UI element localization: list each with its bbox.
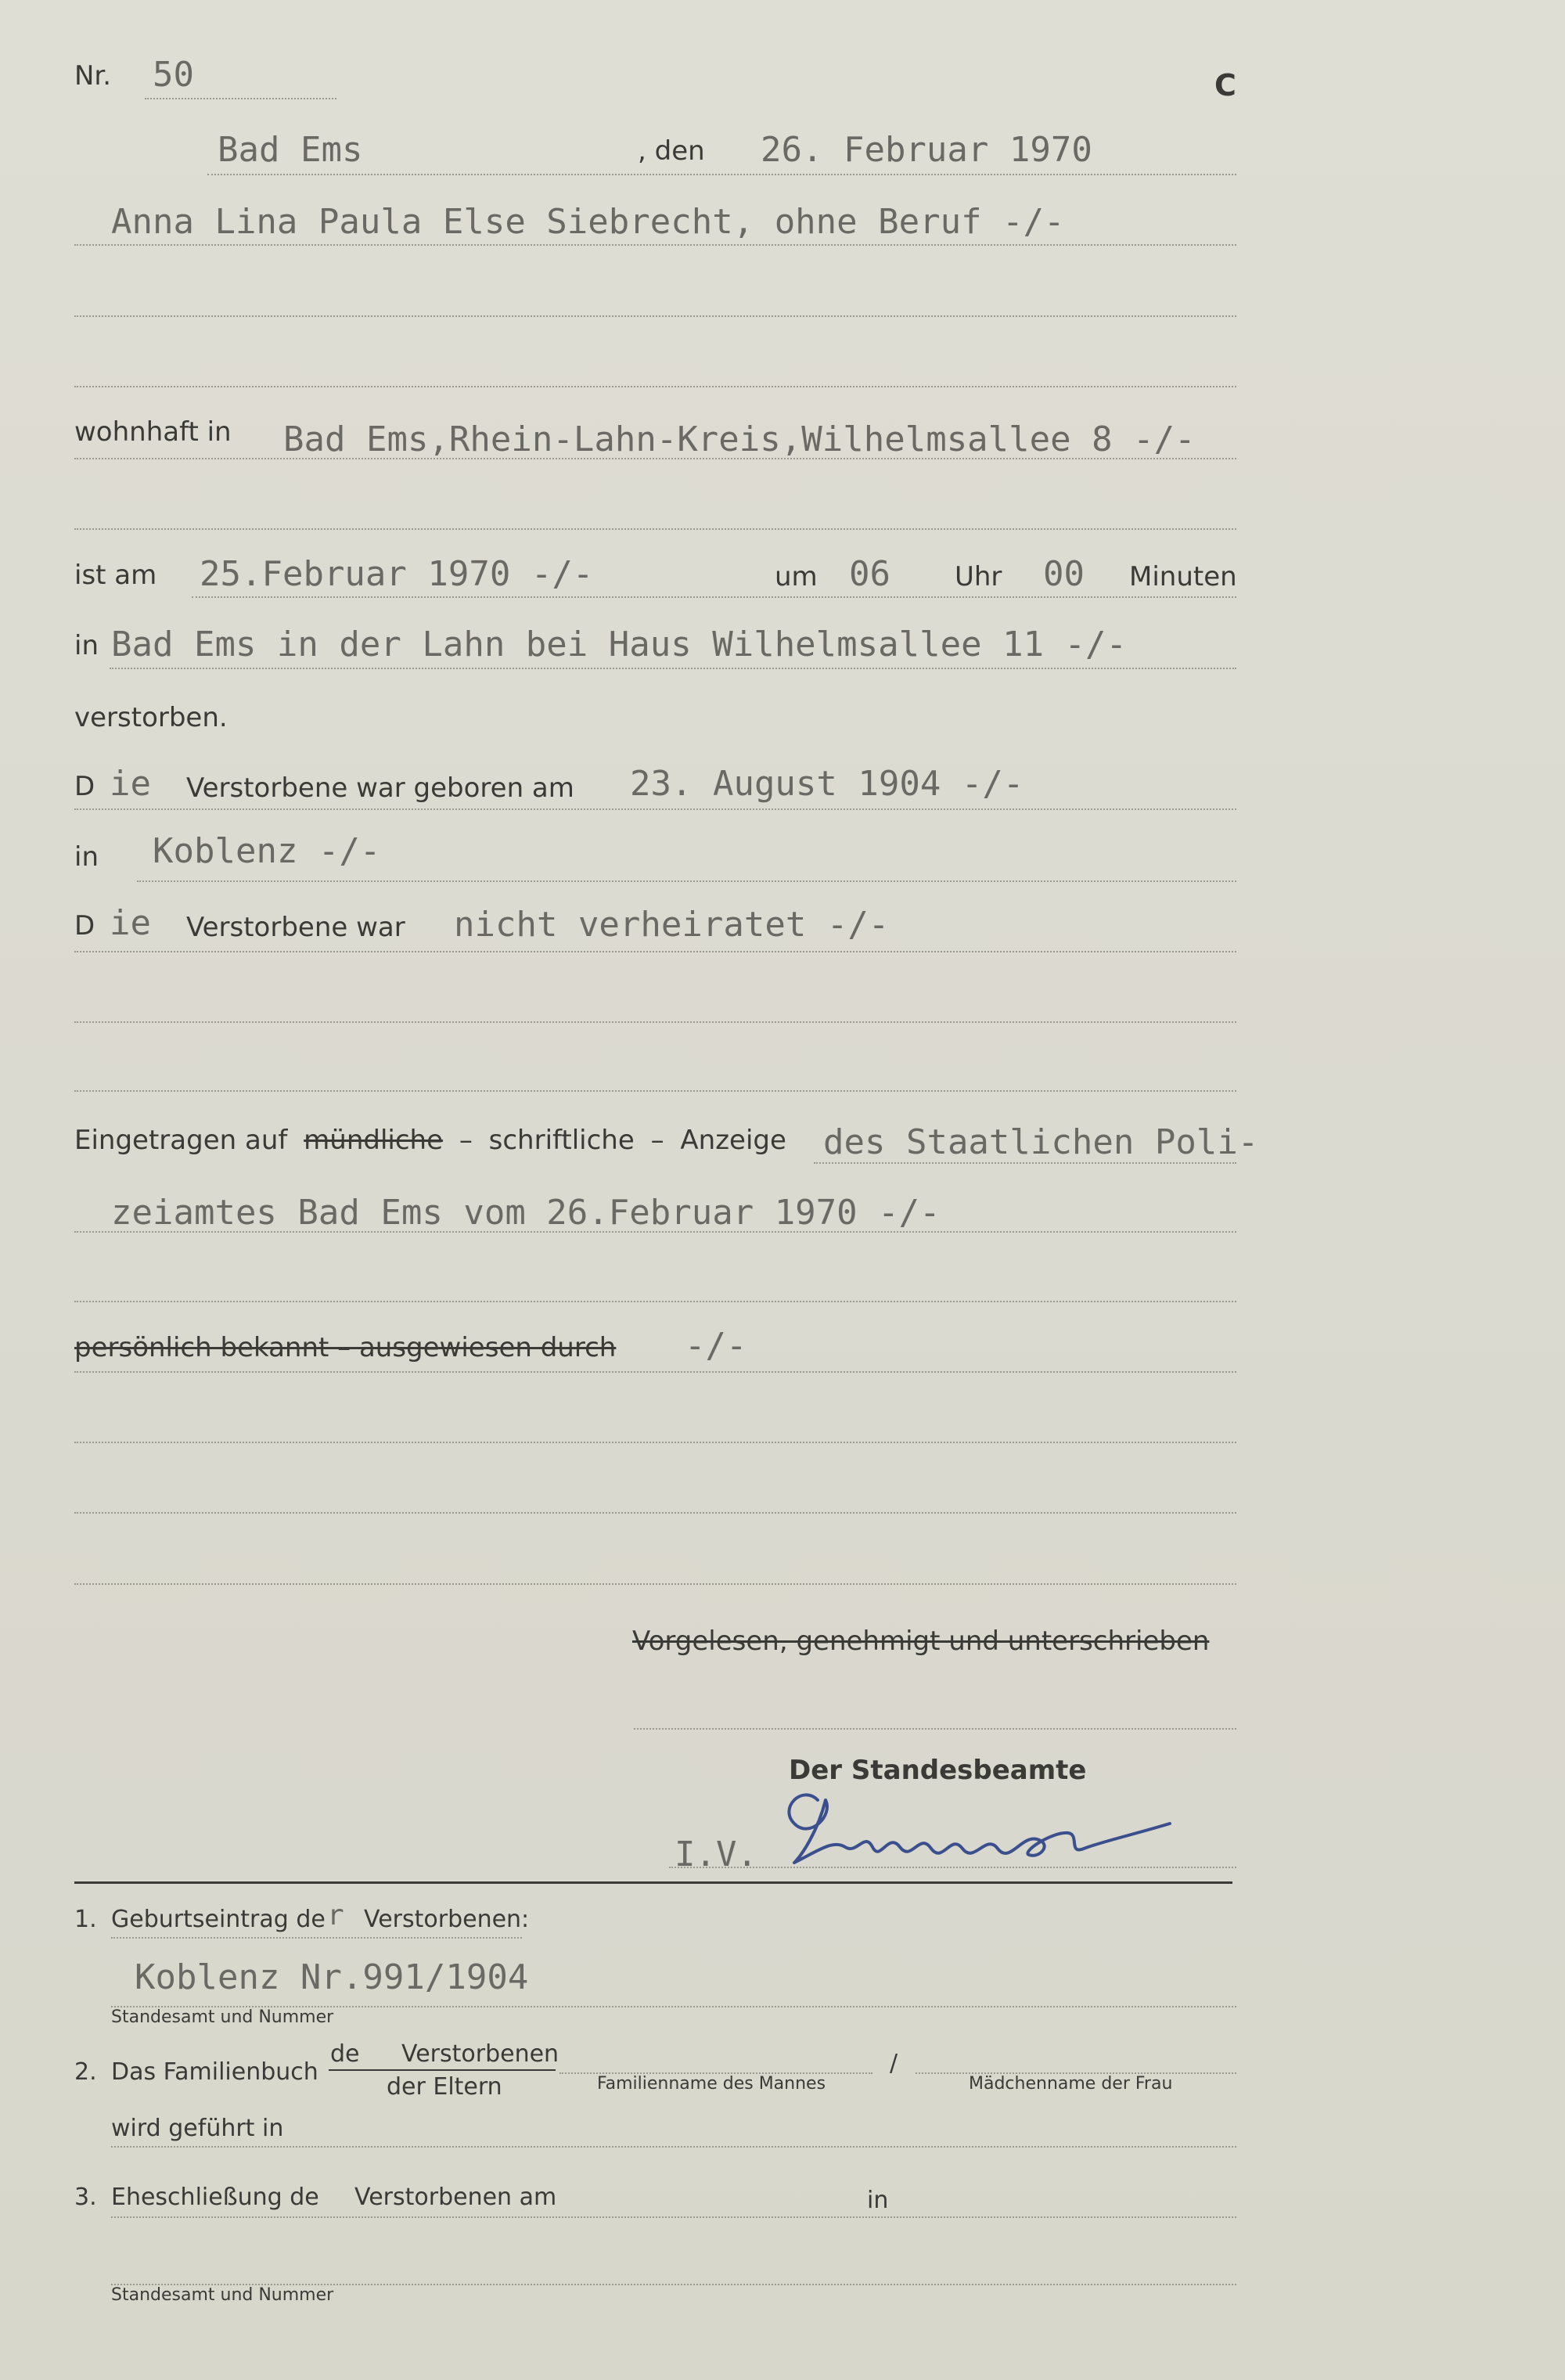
muendliche-struck: mündliche xyxy=(304,1125,444,1156)
dotted-line-13 xyxy=(74,1090,1236,1092)
item2-fraction-line xyxy=(329,2069,556,2071)
birth-born-label: Verstorbene war geboren am xyxy=(186,772,574,804)
dotted-line-27 xyxy=(111,2146,1236,2148)
item2-caption-mann: Familienname des Mannes xyxy=(597,2074,826,2094)
marital-d-label: D xyxy=(74,910,95,942)
birth-d-label: D xyxy=(74,771,95,802)
dotted-line-28 xyxy=(111,2216,1236,2218)
death-date: 25.Februar 1970 -/- xyxy=(200,554,594,594)
dotted-line-17 xyxy=(74,1371,1236,1373)
ist-am-label: ist am xyxy=(74,560,157,591)
place-of-registration: Bad Ems xyxy=(218,130,363,170)
dotted-line-1 xyxy=(207,174,1236,175)
standesbeamte-label: Der Standesbeamte xyxy=(789,1755,1087,1786)
dotted-line-21 xyxy=(634,1728,1236,1730)
registration-date: 26. Februar 1970 xyxy=(761,130,1092,170)
death-minutes: 00 xyxy=(1043,554,1085,594)
dotted-line-9 xyxy=(74,808,1236,810)
dotted-line-22 xyxy=(669,1867,1236,1868)
identity-value: -/- xyxy=(685,1326,747,1366)
eingetragen-label xyxy=(74,1127,786,1154)
item3-label: Eheschließung de xyxy=(111,2184,319,2211)
dotted-line-6 xyxy=(74,528,1236,530)
dotted-line-12 xyxy=(74,1021,1236,1023)
death-hour: 06 xyxy=(849,554,890,594)
dotted-line-15 xyxy=(74,1231,1236,1233)
dotted-line-4 xyxy=(74,386,1236,387)
informant-name: Anna Lina Paula Else Siebrecht, ohne Beruf -/- xyxy=(111,202,1065,242)
separator-line xyxy=(74,1881,1232,1884)
item2-gefuehrt: wird geführt in xyxy=(111,2115,284,2142)
item1-value: Koblenz Nr.991/1904 xyxy=(135,1957,529,1997)
item1-r: r xyxy=(327,1899,344,1932)
uhr-label: Uhr xyxy=(955,561,1002,592)
signature xyxy=(771,1777,1178,1878)
dotted-line-14 xyxy=(814,1162,1236,1164)
verstorben-label: verstorben. xyxy=(74,702,228,733)
marital-ie: ie xyxy=(110,903,151,943)
dotted-line-19 xyxy=(74,1512,1236,1514)
dotted-line-2 xyxy=(74,244,1236,246)
item1-caption: Standesamt und Nummer xyxy=(111,2007,334,2027)
vorgelesen-struck: Vorgelesen, genehmigt und unterschrieben xyxy=(632,1626,1210,1657)
dotted-line-3 xyxy=(74,315,1236,317)
schriftliche-text: schriftliche xyxy=(488,1125,635,1156)
birth-ie: ie xyxy=(110,764,151,804)
item3-caption: Standesamt und Nummer xyxy=(111,2285,334,2305)
dotted-line-8 xyxy=(110,668,1236,669)
item3-label2: Verstorbenen am xyxy=(354,2184,557,2211)
dotted-line-18 xyxy=(74,1442,1236,1443)
item2-number: 2. xyxy=(74,2058,97,2086)
item1-label: Geburtseintrag de xyxy=(111,1906,326,1933)
item3-in: in xyxy=(867,2187,889,2214)
item2-de: de xyxy=(330,2040,360,2068)
marital-status: nicht verheiratet -/- xyxy=(454,905,890,945)
dotted-line-7 xyxy=(192,596,1236,598)
item2-caption-frau: Mädchenname der Frau xyxy=(969,2074,1173,2094)
minuten-label: Minuten xyxy=(1129,561,1237,592)
identity-struck: persönlich bekannt – ausgewiesen durch xyxy=(74,1332,617,1363)
item2-eltern: der Eltern xyxy=(387,2073,502,2101)
eingetragen-text: Eingetragen auf xyxy=(74,1125,288,1156)
death-place-in-label: in xyxy=(74,630,99,661)
um-label: um xyxy=(775,561,818,592)
birth-date: 23. August 1904 -/- xyxy=(630,764,1024,804)
nr-dotted-line xyxy=(145,98,336,99)
dotted-line-20 xyxy=(74,1583,1236,1585)
residence-label: wohnhaft in xyxy=(74,416,232,448)
entry-number: 50 xyxy=(153,55,194,95)
den-label: , den xyxy=(638,135,705,167)
register-letter: C xyxy=(1214,68,1236,103)
nr-label: Nr. xyxy=(74,60,112,92)
registration-value-line-2: zeiamtes Bad Ems vom 26.Februar 1970 -/- xyxy=(111,1193,941,1233)
item1-label2: Verstorbenen: xyxy=(364,1906,530,1933)
dotted-line-10 xyxy=(137,880,1236,882)
dotted-line-11 xyxy=(74,951,1236,952)
dotted-line-16 xyxy=(74,1301,1236,1302)
item2-verstorbenen: Verstorbenen xyxy=(401,2040,559,2068)
residence-value: Bad Ems,Rhein-Lahn-Kreis,Wilhelmsallee 8 -/- xyxy=(283,419,1196,459)
death-place: Bad Ems in der Lahn bei Haus Wilhelmsallee 11 -/- xyxy=(111,625,1128,664)
dotted-line-5 xyxy=(74,458,1236,459)
birth-place: Koblenz -/- xyxy=(153,831,381,871)
marital-label: Verstorbene war xyxy=(186,912,405,943)
iv-label: I.V. xyxy=(675,1835,757,1874)
item2-label: Das Familienbuch xyxy=(111,2058,318,2086)
registration-value-line-1: des Staatlichen Poli- xyxy=(823,1122,1259,1162)
birth-in-label: in xyxy=(74,841,99,873)
dotted-line-23 xyxy=(111,1937,522,1939)
anzeige-text: Anzeige xyxy=(680,1125,786,1156)
item1-number: 1. xyxy=(74,1906,97,1933)
item2-slash: / xyxy=(890,2050,898,2077)
sep-2: – xyxy=(650,1125,664,1156)
sep-1: – xyxy=(459,1125,473,1156)
item3-number: 3. xyxy=(74,2184,97,2211)
